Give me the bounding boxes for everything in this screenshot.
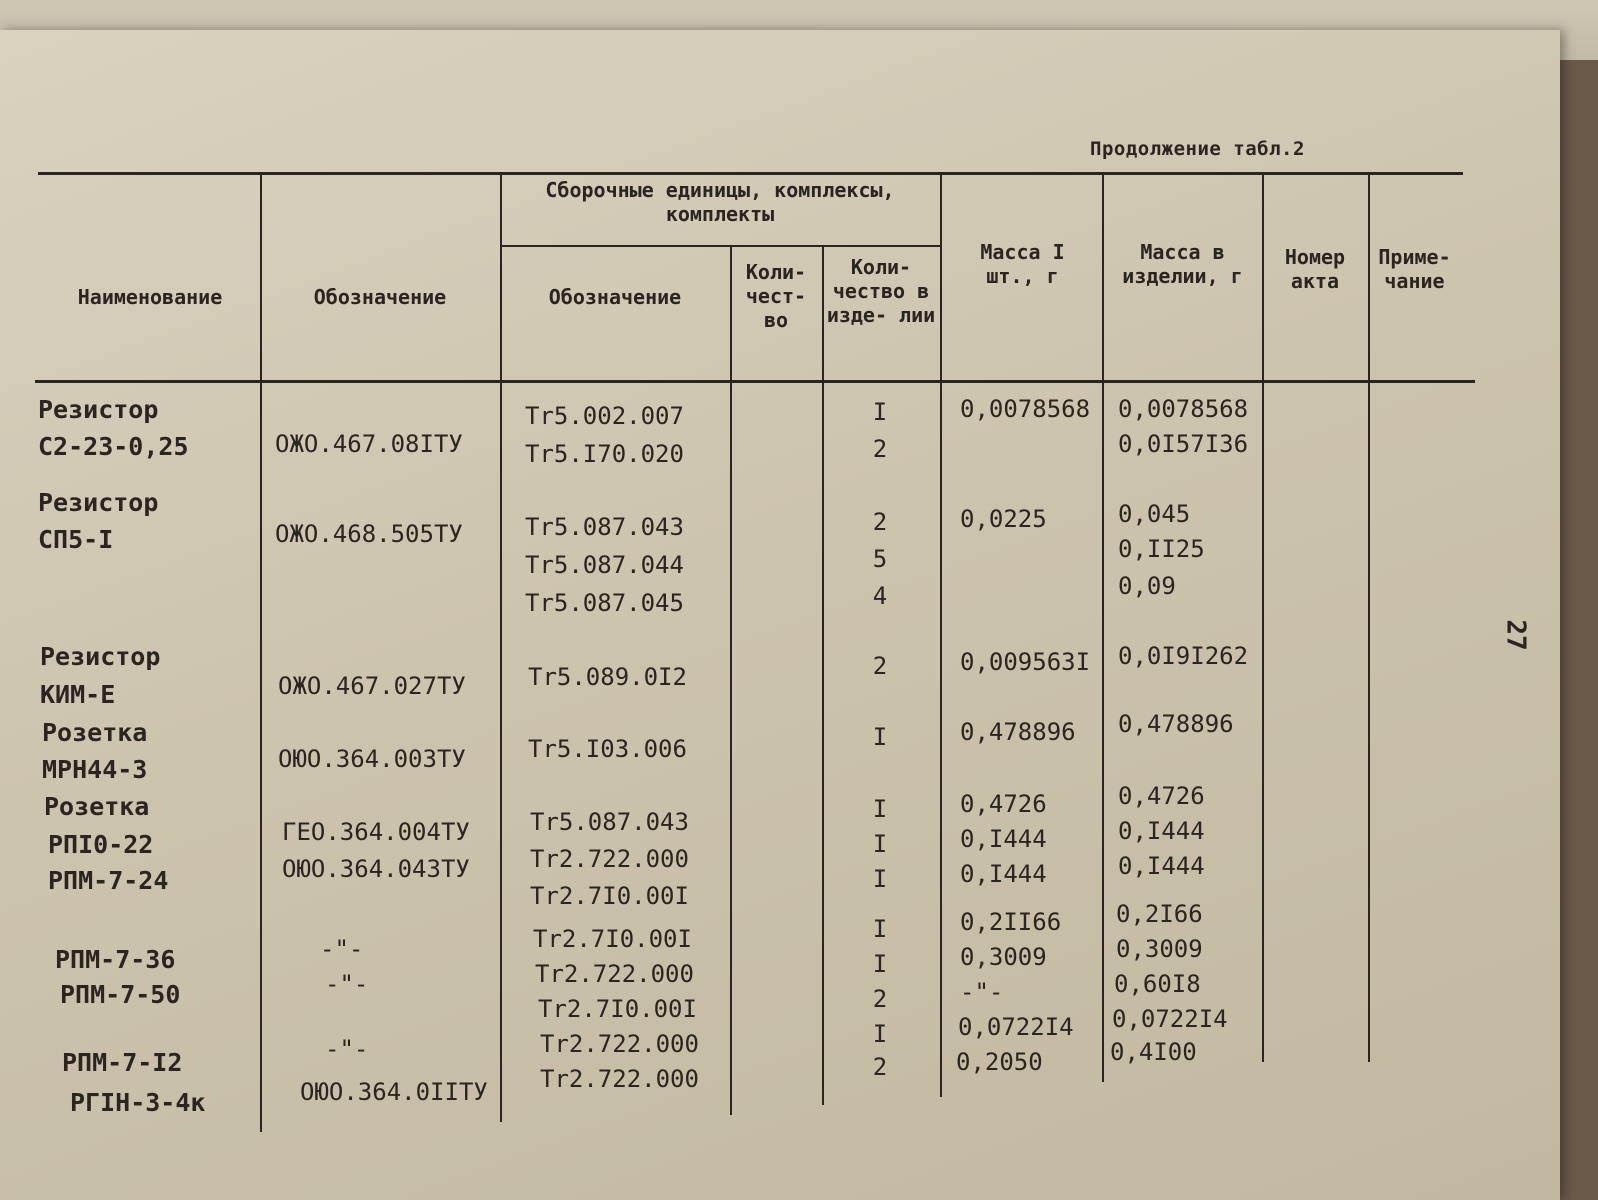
page-number: 27 [1500,619,1531,651]
row6-assembly-2: Тr2.722.000 [535,960,694,988]
row6-unit-mass-2: 0,3009 [960,943,1047,971]
row1-product-mass-2: 0,0I57I36 [1118,430,1249,458]
col-divider-7 [1262,172,1264,1062]
row7-qty-2: 2 [872,1053,888,1081]
row3-assembly-1: Тr5.089.0I2 [528,663,687,691]
header-note: Приме- чание [1378,245,1451,293]
row7-qty-1: I [872,1020,888,1048]
row7-designation: ОЮО.364.0IIТУ [300,1078,488,1106]
row4-qty-1: I [872,723,888,751]
row7-unit-mass-2: 0,2050 [956,1048,1043,1076]
group-header-rule [500,245,940,247]
row5-name-line3: РПМ-7-24 [48,866,169,895]
row6-product-mass-3: 0,60I8 [1114,970,1201,998]
header-act-number: Номер акта [1284,245,1346,293]
col-divider-1 [260,172,262,1132]
row1-unit-mass: 0,0078568 [960,395,1091,423]
col-divider-8 [1368,172,1370,1062]
header-mass-in-product: Масса в изделии, г [1122,240,1243,288]
row5-qty-3: I [872,865,888,893]
row5-product-mass-3: 0,I444 [1118,852,1205,880]
row2-unit-mass: 0,0225 [960,505,1047,533]
row1-qty-1: I [872,398,888,426]
row6-product-mass-1: 0,2I66 [1116,900,1203,928]
row4-assembly-1: Тr5.I03.006 [528,735,687,763]
row2-qty-3: 4 [872,582,888,610]
col-divider-3 [730,245,732,1115]
row1-assembly-2: Тr5.I70.020 [525,440,684,468]
col-divider-6 [1102,172,1104,1082]
row2-assembly-3: Тr5.087.045 [525,589,684,617]
row1-product-mass-1: 0,0078568 [1118,395,1249,423]
row6-qty-3: 2 [872,985,888,1013]
row6-name-line2: РПМ-7-50 [60,980,181,1009]
row6-ditto-2: -"- [325,970,369,998]
row4-designation: ОЮО.364.003ТУ [278,745,466,773]
col-divider-2 [500,172,502,1122]
header-assembly-designation: Обозначение [548,285,682,309]
row5-unit-mass-3: 0,I444 [960,860,1047,888]
row7-product-mass-2: 0,4I00 [1110,1038,1197,1066]
row1-qty-2: 2 [872,435,888,463]
row2-product-mass-2: 0,II25 [1118,535,1205,563]
row2-qty-1: 2 [872,508,888,536]
document-page [0,30,1560,1200]
row2-qty-2: 5 [872,545,888,573]
row5-assembly-2: Тr2.722.000 [530,845,689,873]
row3-unit-mass: 0,009563I [960,648,1091,676]
row1-assembly-1: Тr5.002.007 [525,402,684,430]
row5-assembly-1: Тr5.087.043 [530,808,689,836]
row5-qty-2: I [872,830,888,858]
row6-ditto-1: -"- [320,935,364,963]
row6-unit-mass-1: 0,2II66 [960,908,1062,936]
row4-product-mass-1: 0,478896 [1118,710,1234,738]
row3-product-mass-1: 0,0I9I262 [1118,642,1249,670]
row7-name-line1: РПМ-7-I2 [62,1048,183,1077]
header-quantity-in-product: Коли- чество в изде- лии [826,255,936,327]
row4-name-line2: МРН44-3 [42,755,148,784]
row5-product-mass-1: 0,4726 [1118,782,1205,810]
col-divider-5 [940,172,942,1097]
row3-designation: ОЖО.467.027ТУ [278,672,466,700]
row6-assembly-3: Тr2.7I0.00I [538,995,697,1023]
row7-assembly-2: Тr2.722.000 [540,1065,699,1093]
row6-name-line1: РПМ-7-36 [55,945,176,974]
row5-designation-1: ГЕО.364.004ТУ [282,818,470,846]
table-top-rule [38,172,1463,175]
table-continuation-note: Продолжение табл.2 [1090,138,1305,160]
row6-assembly-1: Тr2.7I0.00I [533,925,692,953]
row2-name-line2: СП5-I [38,525,114,554]
row6-qty-1: I [872,915,888,943]
row2-product-mass-3: 0,09 [1118,572,1176,600]
row7-name-line2: РГIН-3-4к [70,1088,206,1117]
row3-name-line1: Резистор [40,642,161,671]
header-quantity: Коли- чест- во [745,260,807,332]
row6-qty-2: I [872,950,888,978]
row5-unit-mass-1: 0,4726 [960,790,1047,818]
row7-unit-mass-1: 0,0722I4 [958,1013,1074,1041]
row5-assembly-3: Тr2.7I0.00I [530,882,689,910]
row7-assembly-1: Тr2.722.000 [540,1030,699,1058]
row5-name-line2: РПI0-22 [48,830,154,859]
row4-name-line1: Розетка [42,718,148,747]
row5-qty-1: I [872,795,888,823]
row1-name-line1: Резистор [38,395,159,424]
header-name: Наименование [77,285,223,309]
row2-designation: ОЖО.468.505ТУ [275,520,463,548]
header-unit-mass: Масса I шт., г [980,240,1065,288]
row1-name-line2: С2-23-0,25 [38,432,189,461]
row3-qty-1: 2 [872,652,888,680]
row2-assembly-1: Тr5.087.043 [525,513,684,541]
row5-unit-mass-2: 0,I444 [960,825,1047,853]
row5-product-mass-2: 0,I444 [1118,817,1205,845]
row6-unit-mass-3: -"- [960,978,1004,1006]
row5-designation-2: ОЮО.364.043ТУ [282,855,470,883]
row1-designation: ОЖО.467.08IТУ [275,430,463,458]
row6-product-mass-2: 0,3009 [1116,935,1203,963]
row4-unit-mass: 0,478896 [960,718,1076,746]
col-divider-4 [822,245,824,1105]
row2-product-mass-1: 0,045 [1118,500,1191,528]
header-assembly-group: Сборочные единицы, комплексы, комплекты [545,178,895,226]
header-bottom-rule [35,380,1475,383]
row2-name-line1: Резистор [38,488,159,517]
row3-name-line2: КИМ-Е [40,680,116,709]
row7-product-mass-1: 0,0722I4 [1112,1005,1228,1033]
row7-ditto: -"- [325,1035,369,1063]
row2-assembly-2: Тr5.087.044 [525,551,684,579]
header-designation: Обозначение [313,285,447,309]
row5-name-line1: Розетка [44,792,150,821]
